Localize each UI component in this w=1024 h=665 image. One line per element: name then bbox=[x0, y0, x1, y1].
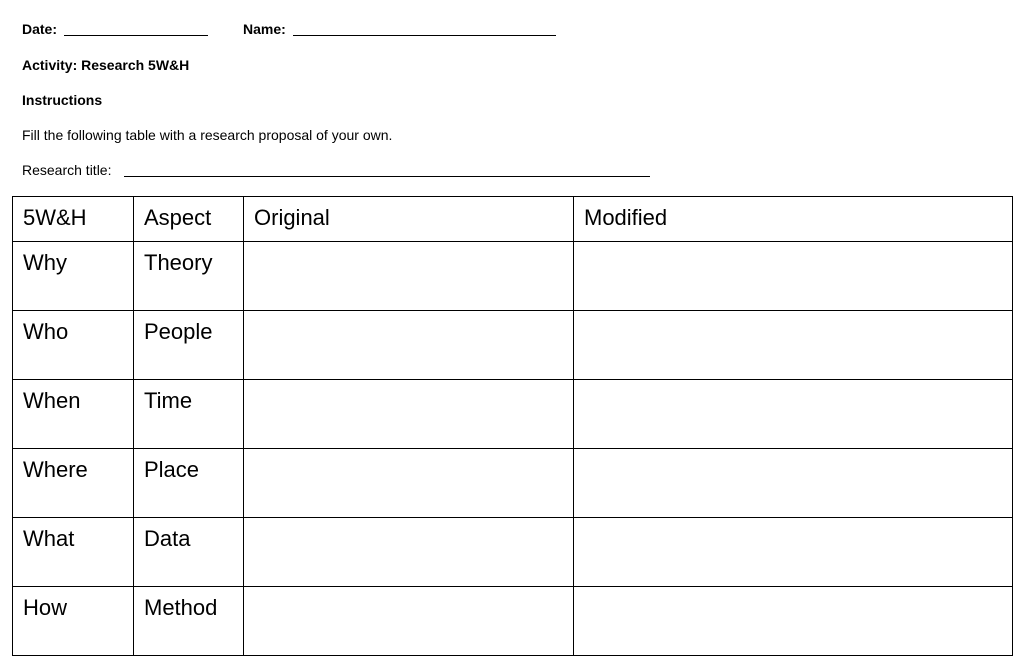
question-cell: Where bbox=[13, 449, 134, 518]
column-header-5wh: 5W&H bbox=[13, 197, 134, 242]
column-header-modified: Modified bbox=[574, 197, 1013, 242]
research-title-field[interactable] bbox=[124, 176, 650, 177]
modified-cell[interactable] bbox=[574, 242, 1013, 311]
aspect-cell: Data bbox=[134, 518, 244, 587]
table-row bbox=[13, 311, 1013, 380]
original-cell[interactable] bbox=[244, 242, 574, 311]
date-field[interactable] bbox=[64, 35, 208, 36]
table-row bbox=[13, 380, 1013, 449]
instructions-heading: Instructions bbox=[22, 92, 103, 108]
original-cell[interactable] bbox=[244, 449, 574, 518]
modified-cell[interactable] bbox=[574, 380, 1013, 449]
original-cell[interactable] bbox=[244, 587, 574, 656]
modified-cell[interactable] bbox=[574, 311, 1013, 380]
modified-cell[interactable] bbox=[574, 518, 1013, 587]
aspect-cell: Method bbox=[134, 587, 244, 656]
research-title-label: Research title: bbox=[22, 162, 112, 178]
question-cell: What bbox=[13, 518, 134, 587]
activity-title: Activity: Research 5W&H bbox=[22, 57, 190, 73]
original-cell[interactable] bbox=[244, 518, 574, 587]
aspect-cell: People bbox=[134, 311, 244, 380]
modified-cell[interactable] bbox=[574, 449, 1013, 518]
column-header-original: Original bbox=[244, 197, 574, 242]
original-cell[interactable] bbox=[244, 380, 574, 449]
question-cell: How bbox=[13, 587, 134, 656]
name-label: Name: bbox=[243, 21, 286, 37]
aspect-cell: Theory bbox=[134, 242, 244, 311]
question-cell: Why bbox=[13, 242, 134, 311]
modified-cell[interactable] bbox=[574, 587, 1013, 656]
table-row bbox=[13, 242, 1013, 311]
table-row bbox=[13, 587, 1013, 656]
table-header-row bbox=[13, 197, 1013, 242]
original-cell[interactable] bbox=[244, 311, 574, 380]
date-label: Date: bbox=[22, 21, 58, 37]
instructions-text: Fill the following table with a research proposal of your own. bbox=[22, 127, 393, 143]
research-5wh-table bbox=[12, 196, 1013, 656]
name-field[interactable] bbox=[293, 35, 556, 36]
aspect-cell: Place bbox=[134, 449, 244, 518]
question-cell: Who bbox=[13, 311, 134, 380]
table-row bbox=[13, 449, 1013, 518]
question-cell: When bbox=[13, 380, 134, 449]
table-row bbox=[13, 518, 1013, 587]
aspect-cell: Time bbox=[134, 380, 244, 449]
column-header-aspect: Aspect bbox=[134, 197, 244, 242]
